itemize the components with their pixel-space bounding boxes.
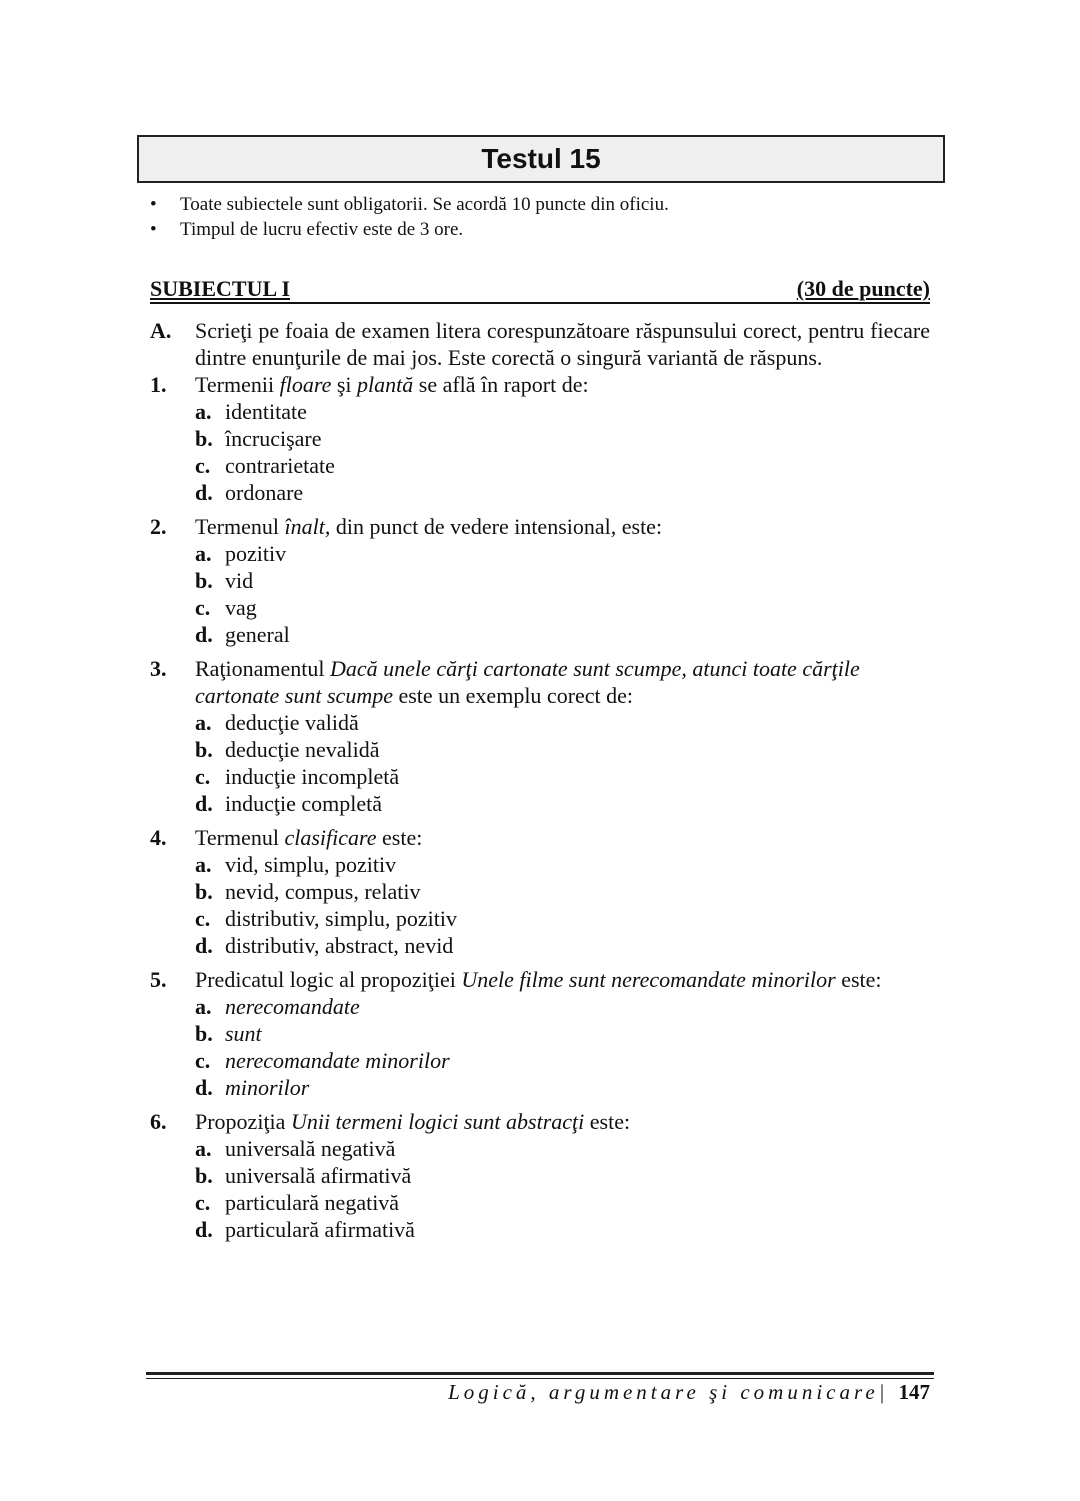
stem-segment: este: <box>376 825 423 850</box>
answer-option <box>195 763 930 790</box>
test-title: Testul 15 <box>137 135 945 183</box>
stem-segment: plantă <box>357 372 414 397</box>
answer-option <box>195 479 930 506</box>
option-text: ordonare <box>225 480 304 505</box>
answer-option <box>195 1189 930 1216</box>
stem-segment: clasificare <box>284 825 377 850</box>
option-text: nerecomandate <box>225 994 360 1019</box>
question-stem <box>195 824 930 851</box>
stem-segment: se află în raport de: <box>413 372 589 397</box>
answer-option <box>195 567 930 594</box>
answer-option <box>195 1020 930 1047</box>
answer-option <box>195 993 930 1020</box>
option-letter: d. <box>195 933 213 958</box>
option-letter: a. <box>195 852 212 877</box>
question-stem <box>195 371 930 398</box>
option-letter: b. <box>195 1163 213 1188</box>
option-text: universală negativă <box>225 1136 396 1161</box>
answer-option <box>195 932 930 959</box>
option-letter: b. <box>195 737 213 762</box>
option-text: distributiv, abstract, nevid <box>225 933 454 958</box>
option-letter: b. <box>195 1021 213 1046</box>
option-letter: a. <box>195 399 212 424</box>
stem-segment: Predicatul logic al propoziţiei <box>195 967 462 992</box>
option-letter: c. <box>195 1190 211 1215</box>
page-number: 147 <box>898 1380 930 1404</box>
option-text: vid, simplu, pozitiv <box>225 852 397 877</box>
option-letter: d. <box>195 791 213 816</box>
answer-option <box>195 878 930 905</box>
question <box>150 513 930 648</box>
answer-option <box>195 1135 930 1162</box>
instructions-list <box>150 192 669 242</box>
option-text: deducţie validă <box>225 710 359 735</box>
stem-segment: este un exemplu corect de: <box>392 683 634 708</box>
option-text: vid <box>225 568 254 593</box>
option-letter: c. <box>195 1048 211 1073</box>
question-number: 4. <box>150 825 167 850</box>
stem-segment: Unele filme sunt nerecomandate minorilor <box>461 967 836 992</box>
instruction-item: • Timpul de lucru efectiv este de 3 ore. <box>150 217 669 242</box>
question-stem <box>195 513 930 540</box>
answer-option <box>195 594 930 621</box>
stem-segment: Dacă unele cărţi cartonate sunt scumpe, atunci toate cărţile cartonate sunt scumpe <box>195 656 860 708</box>
answer-option <box>195 540 930 567</box>
question-stem <box>195 1108 930 1135</box>
option-letter: b. <box>195 879 213 904</box>
option-text: nerecomandate minorilor <box>225 1048 450 1073</box>
answer-option <box>195 398 930 425</box>
instruction-item: • Toate subiectele sunt obligatorii. Se acordă 10 puncte din oficiu. <box>150 192 669 217</box>
option-text: general <box>225 622 290 647</box>
answer-option <box>195 1216 930 1243</box>
option-letter: d. <box>195 480 213 505</box>
stem-segment: este: <box>584 1109 631 1134</box>
questions-section <box>150 317 930 1243</box>
option-text: deducţie nevalidă <box>225 737 380 762</box>
option-letter: a. <box>195 710 212 735</box>
option-text: particulară negativă <box>225 1190 400 1215</box>
option-text: inducţie incompletă <box>225 764 400 789</box>
answer-option <box>195 425 930 452</box>
question-number: 2. <box>150 514 167 539</box>
stem-segment: Termenul <box>195 825 285 850</box>
option-text: inducţie completă <box>225 791 382 816</box>
option-text: pozitiv <box>225 541 287 566</box>
option-letter: a. <box>195 1136 212 1161</box>
question-number: 6. <box>150 1109 167 1134</box>
answer-option <box>195 790 930 817</box>
option-letter: b. <box>195 568 213 593</box>
footer-divider <box>146 1372 934 1379</box>
question-stem <box>195 655 930 709</box>
option-letter: d. <box>195 622 213 647</box>
answer-option <box>195 709 930 736</box>
answer-option <box>195 905 930 932</box>
stem-segment: Unii termeni logici sunt abstracţi <box>290 1109 585 1134</box>
stem-segment: floare <box>279 372 332 397</box>
option-text: încrucişare <box>225 426 322 451</box>
option-letter: a. <box>195 994 212 1019</box>
option-text: vag <box>225 595 257 620</box>
subject-points: (30 de puncte) <box>796 276 930 301</box>
option-text: identitate <box>225 399 307 424</box>
question <box>150 824 930 959</box>
answer-option <box>195 851 930 878</box>
option-text: sunt <box>225 1021 262 1046</box>
answer-option <box>195 1162 930 1189</box>
section-a-instructions <box>150 317 930 371</box>
stem-segment: Termenii <box>195 372 280 397</box>
question-number: 1. <box>150 372 167 397</box>
option-letter: a. <box>195 541 212 566</box>
section-a-text: Scrieţi pe foaia de examen litera corespunzătoare răspunsului corect, pentru fiecare dintre enunţurile de mai jos. Este corectă o singură variantă de răspuns. <box>195 318 930 370</box>
option-text: contrarietate <box>225 453 335 478</box>
option-letter: c. <box>195 453 211 478</box>
option-text: particulară afirmativă <box>225 1217 415 1242</box>
answer-option <box>195 1047 930 1074</box>
question <box>150 655 930 817</box>
stem-segment: şi <box>331 372 358 397</box>
question-stem <box>195 966 930 993</box>
question <box>150 1108 930 1243</box>
option-text: minorilor <box>225 1075 310 1100</box>
stem-segment: este: <box>835 967 882 992</box>
option-letter: d. <box>195 1217 213 1242</box>
page-footer <box>448 1380 930 1405</box>
section-a-label: A. <box>150 318 172 343</box>
option-letter: d. <box>195 1075 213 1100</box>
option-text: distributiv, simplu, pozitiv <box>225 906 458 931</box>
option-text: universală afirmativă <box>225 1163 412 1188</box>
answer-option <box>195 452 930 479</box>
answer-option <box>195 621 930 648</box>
subject-heading <box>150 276 930 304</box>
stem-segment: Propoziţia <box>195 1109 291 1134</box>
option-letter: c. <box>195 906 211 931</box>
stem-segment: Raţionamentul <box>195 656 331 681</box>
question <box>150 966 930 1101</box>
stem-segment: , din punct de vedere intensional, este: <box>324 514 663 539</box>
stem-segment: înalt <box>284 514 325 539</box>
answer-option <box>195 736 930 763</box>
stem-segment: Termenul <box>195 514 285 539</box>
option-letter: b. <box>195 426 213 451</box>
question <box>150 371 930 506</box>
subject-name: SUBIECTUL I <box>150 276 291 301</box>
option-letter: c. <box>195 764 211 789</box>
question-number: 3. <box>150 656 167 681</box>
option-text: nevid, compus, relativ <box>225 879 421 904</box>
answer-option <box>195 1074 930 1101</box>
option-letter: c. <box>195 595 211 620</box>
book-title: Logică, argumentare şi comunicare| <box>448 1380 889 1404</box>
question-number: 5. <box>150 967 167 992</box>
